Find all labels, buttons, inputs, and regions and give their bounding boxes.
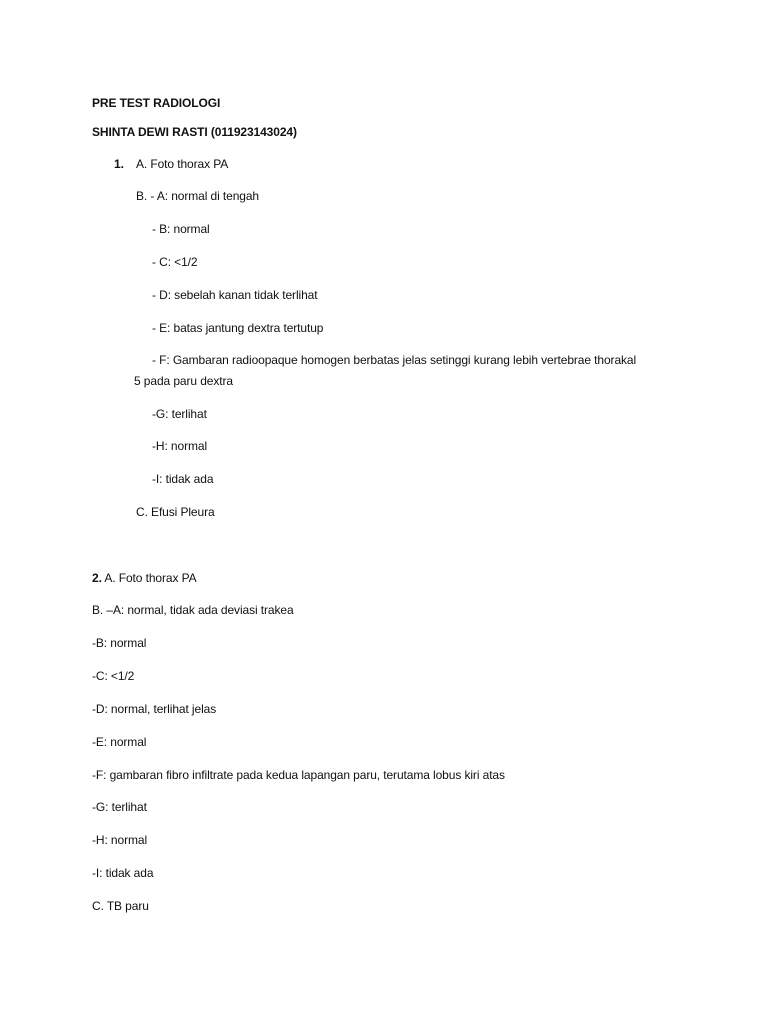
- q1-answer-a: A. Foto thorax PA: [136, 157, 229, 171]
- q2-b-item: -F: gambaran fibro infiltrate pada kedua lapangan paru, terutama lobus kiri atas: [92, 768, 505, 782]
- q1-b-item: - C: <1/2: [152, 255, 198, 269]
- q2-b-item: -H: normal: [92, 833, 148, 847]
- q1-b-item: -G: terlihat: [152, 407, 207, 421]
- q1-answer-c: C. Efusi Pleura: [136, 505, 215, 519]
- q2-b-item: -D: normal, terlihat jelas: [92, 702, 217, 716]
- q2-answer-b: B. –A: normal, tidak ada deviasi trakea: [92, 603, 294, 617]
- q1-b-item-continuation: 5 pada paru dextra: [134, 374, 233, 388]
- q2-b-item: -I: tidak ada: [92, 866, 154, 880]
- q2-heading: [92, 571, 197, 585]
- q2-number: 2.: [92, 571, 102, 585]
- q1-b-item: - B: normal: [152, 222, 210, 236]
- q1-b-item: -I: tidak ada: [152, 472, 214, 486]
- q2-b-item: -C: <1/2: [92, 669, 135, 683]
- q2-answer-a: A. Foto thorax PA: [101, 571, 197, 585]
- q2-b-item: -E: normal: [92, 735, 147, 749]
- q1-number: 1.: [114, 157, 124, 171]
- q1-b-item: -H: normal: [152, 439, 208, 453]
- q2-answer-c: C. TB paru: [92, 899, 149, 913]
- q1-b-item: - D: sebelah kanan tidak terlihat: [152, 288, 318, 302]
- q2-b-item: -G: terlihat: [92, 800, 147, 814]
- document-title: PRE TEST RADIOLOGI: [92, 96, 221, 110]
- q1-b-item: - E: batas jantung dextra tertutup: [152, 321, 324, 335]
- q1-b-item: - F: Gambaran radioopaque homogen berbatas jelas setinggi kurang lebih vertebrae thorakal: [152, 353, 637, 367]
- author-line: SHINTA DEWI RASTI (011923143024): [92, 125, 297, 139]
- q2-b-item: -B: normal: [92, 636, 147, 650]
- q1-answer-b: B. - A: normal di tengah: [136, 189, 260, 203]
